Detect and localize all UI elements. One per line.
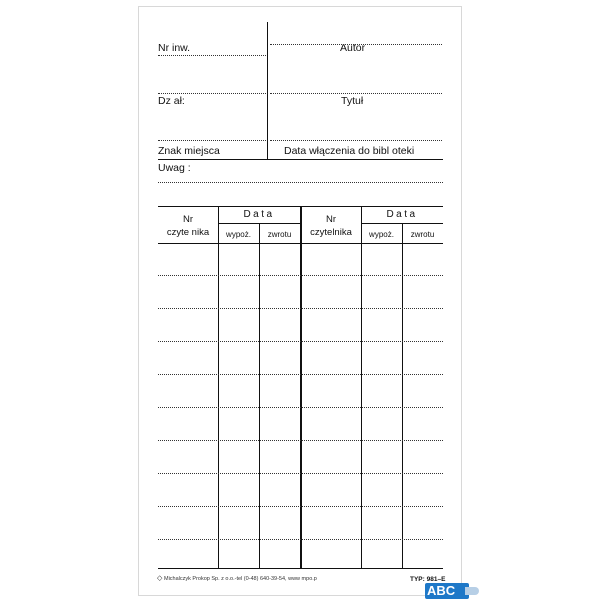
col-line-3 xyxy=(361,206,362,568)
table-row-line xyxy=(158,473,443,474)
footer-type: TYP: 981–E xyxy=(410,576,446,583)
top-divider-vertical xyxy=(267,22,268,160)
table-row-line xyxy=(158,440,443,441)
uwagi-dots xyxy=(158,182,443,183)
table-row-line xyxy=(158,275,443,276)
right-zwrotu-header: zwrotu xyxy=(410,230,435,239)
left-data-header: Data xyxy=(243,209,275,220)
table-row-line xyxy=(158,539,443,540)
left-zwrotu-header: zwrotu xyxy=(267,230,292,239)
znak-miejsca-label: Znak miejsca xyxy=(158,145,220,157)
footer-mark-icon: ◇ xyxy=(157,575,163,582)
nr-inw-dots xyxy=(158,55,266,56)
znak-dots xyxy=(158,140,266,141)
tytul-dots xyxy=(270,93,442,94)
abc-logo-tail xyxy=(465,587,479,595)
dzial-dots xyxy=(158,93,266,94)
right-czytelnika-header: czytelnika xyxy=(310,227,352,238)
uwagi-label: Uwag : xyxy=(158,162,191,174)
abc-logo-text: ABC xyxy=(427,583,456,598)
data-wlaczenia-label: Data włączenia do bibl oteki xyxy=(284,145,415,157)
left-nr-header: Nr xyxy=(182,214,194,225)
autor-label: Autor xyxy=(340,42,366,54)
tytul-label: Tytuł xyxy=(341,95,364,107)
right-wypoz-header: wypoż. xyxy=(369,230,394,239)
table-row-line xyxy=(158,374,443,375)
left-czytelnika-header: czyte nika xyxy=(166,227,210,238)
dzial-label: Dz ał: xyxy=(158,95,185,107)
table-bottom-line xyxy=(158,568,443,569)
top-section-bottom-line xyxy=(158,159,443,160)
autor-dots xyxy=(270,44,442,45)
right-data-header: Data xyxy=(386,209,418,220)
table-row-line xyxy=(158,308,443,309)
footer-publisher: Michalczyk Prokop Sp. z o.o.-tel (0-48) 640-39-54, www mpo.p xyxy=(164,576,317,582)
abc-logo xyxy=(425,583,469,599)
table-row-line xyxy=(158,407,443,408)
data-wl-dots xyxy=(270,140,442,141)
table-row-line xyxy=(158,506,443,507)
right-nr-header: Nr xyxy=(325,214,337,225)
left-wypoz-header: wypoż. xyxy=(226,230,251,239)
table-row-line xyxy=(158,341,443,342)
col-line-1 xyxy=(218,206,219,568)
nr-inw-label: Nr inw. xyxy=(158,42,191,54)
col-line-center xyxy=(300,206,302,568)
